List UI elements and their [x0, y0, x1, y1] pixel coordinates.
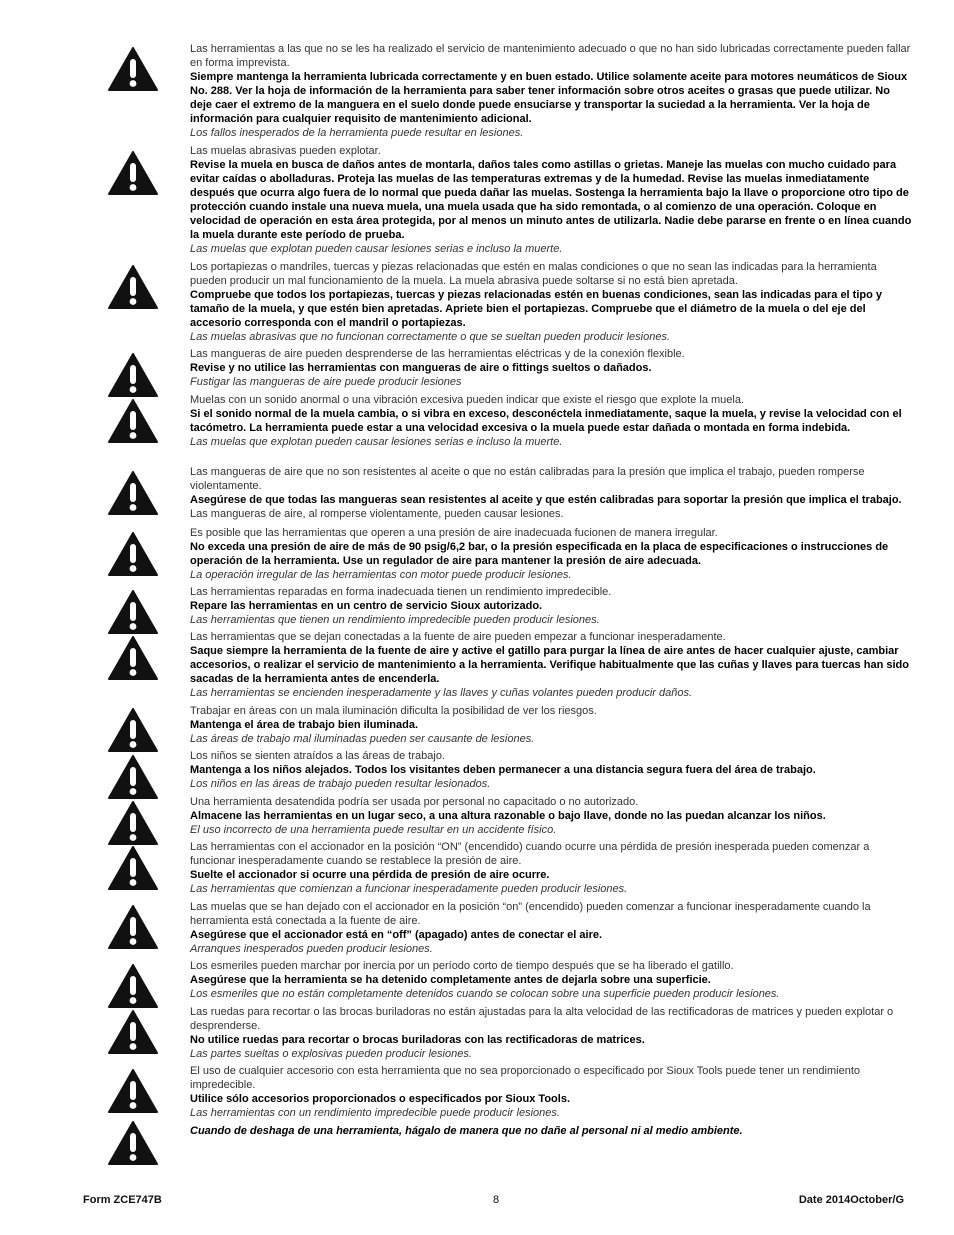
warning-hazard: Es posible que las herramientas que operen a una presión de aire inadecuada fucionen de manera irregular.: [190, 527, 718, 539]
warning-triangle-icon: [107, 531, 159, 577]
warning-instruction: Utilice sólo accesorios proporcionados o especificados por Sioux Tools.: [190, 1093, 570, 1105]
warning-triangle-icon: [107, 963, 159, 1009]
warning-consequence: Los esmeriles que no están completamente detenidos cuando se colocan sobre una superficie pueden producir lesiones.: [190, 988, 780, 1000]
warning-instruction: Saque siempre la herramienta de la fuente de aire y active el gatillo para purgar la línea de aire antes de hacer cualquier ajuste, cambiar accesorios, o realizar el servicio de mantenimiento a la herramienta. Verifique habitualmente que las cuñas y llaves para tuercas han sido sacadas de la herramienta antes de encenderla.: [190, 645, 909, 685]
warning-hazard: Los portapiezas o mandriles, tuercas y piezas relacionadas que estén en malas condiciones o que no sean las indicadas para la herramienta pueden producir un mal funcionamiento de la muela. La muela abrasiva puede soltarse si no está bien apretada.: [190, 261, 877, 287]
warning-block: [190, 260, 912, 344]
warning-block: [190, 42, 912, 140]
warning-instruction: Mantenga a los niños alejados. Todos los visitantes deben permanecer a una distancia segura fuera del área de trabajo.: [190, 764, 816, 776]
warning-triangle-icon: [107, 754, 159, 800]
warning-hazard: Las ruedas para recortar o las brocas buriladoras no están ajustadas para la alta velocidad de las rectificadoras de matrices y pueden explotar o desprenderse.: [190, 1006, 894, 1032]
warning-consequence: Las partes sueltas o explosivas pueden producir lesiones.: [190, 1048, 472, 1060]
warning-block: [190, 959, 912, 1001]
warning-block: [190, 704, 912, 746]
warning-hazard: Las mangueras de aire pueden desprenderse de las herramientas eléctricas y de la conexión flexible.: [190, 348, 685, 360]
warning-block: [190, 749, 912, 791]
warning-hazard: Cuando de deshaga de una herramienta, hágalo de manera que no dañe al personal ni al medio ambiente.: [190, 1125, 743, 1137]
warning-consequence: Las muelas que explotan pueden causar lesiones serias e incluso la muerte.: [190, 436, 563, 448]
warning-block: [190, 1005, 912, 1061]
warning-hazard: Las herramientas con el accionador en la posición “ON” (encendido) cuando ocurre una pérdida de presión inesperada pueden comenzar a funcionar inesperadamente cuando se restablece la presión de aire.: [190, 841, 870, 867]
warning-triangle-icon: [107, 635, 159, 681]
warning-triangle-icon: [107, 150, 159, 196]
warning-triangle-icon: [107, 398, 159, 444]
warning-block: [190, 347, 912, 389]
warning-triangle-icon: [107, 845, 159, 891]
warning-hazard: Una herramienta desatendida podría ser usada por personal no capacitado o no autorizado.: [190, 796, 639, 808]
warning-hazard: Las herramientas que se dejan conectadas a la fuente de aire pueden empezar a funcionar inesperadamente.: [190, 631, 726, 643]
warning-hazard: Las mangueras de aire, al romperse violentamente, pueden causar lesiones.: [190, 508, 564, 520]
warning-consequence: Los fallos inesperados de la herramienta puede resultar en lesiones.: [190, 127, 524, 139]
warning-triangle-icon: [107, 1068, 159, 1114]
warning-instruction: No utilice ruedas para recortar o brocas buriladoras con las rectificadoras de matrices.: [190, 1034, 645, 1046]
warning-block: [190, 526, 912, 582]
warning-instruction: Compruebe que todos los portapiezas, tuercas y piezas relacionadas estén en buenas condiciones, sean las indicadas para el tipo y tamaño de la muela, y que estén bien apretadas. Apriete bien el portapiezas. Compruebe que el diámetro de la muela o del eje del accesorio corresponda con el mandril o portapiezas.: [190, 289, 883, 329]
warning-block: [190, 585, 912, 627]
warning-triangle-icon: [107, 1009, 159, 1055]
warning-hazard: Las herramientas a las que no se les ha realizado el servicio de mantenimiento adecuado o que no han sido lubricadas correctamente pueden fallar en forma imprevista.: [190, 43, 911, 69]
warning-consequence: Los niños en las áreas de trabajo pueden resultar lesionados.: [190, 778, 491, 790]
warning-hazard: Las herramientas reparadas en forma inadecuada tienen un rendimiento impredecible.: [190, 586, 612, 598]
warning-hazard: Trabajar en áreas con un mala iluminación dificulta la posibilidad de ver los riesgos.: [190, 705, 597, 717]
page-number: 8: [493, 1194, 500, 1206]
warning-instruction: Repare las herramientas en un centro de servicio Sioux autorizado.: [190, 600, 543, 612]
warning-block: [190, 630, 912, 700]
warning-block: [190, 840, 912, 896]
warning-triangle-icon: [107, 800, 159, 846]
warning-block: [190, 900, 912, 956]
warning-triangle-icon: [107, 264, 159, 310]
warning-hazard: Los esmeriles pueden marchar por inercia por un período corto de tiempo después que se ha liberado el gatillo.: [190, 960, 734, 972]
warning-consequence: Las muelas abrasivas que no funcionan correctamente o que se sueltan pueden producir lesiones.: [190, 331, 671, 343]
warning-instruction: Siempre mantenga la herramienta lubricada correctamente y en buen estado. Utilice solamente aceite para motores neumáticos de Sioux No. 288. Ver la hoja de información de la herramienta para saber tener información sobre otros aceites o grasas que puede utilizar. No deje caer el extremo de la manguera en el suelo donde puede ensuciarse y transportar la suciedad a la herramienta. Ver la hoja de información para cualquier requisito de mantenimiento adicional.: [190, 71, 908, 125]
warning-instruction: Revise y no utilice las herramientas con mangueras de aire o fittings sueltos o dañados.: [190, 362, 652, 374]
form-number: Form ZCE747B: [83, 1194, 162, 1206]
warning-hazard: Los niños se sienten atraídos a las áreas de trabajo.: [190, 750, 445, 762]
warning-block: [190, 1124, 912, 1138]
warning-instruction: Revise la muela en busca de daños antes de montarla, daños tales como astillas o grietas. Maneje las muelas con mucho cuidado para evitar caídas o abolladuras. Proteja las muelas de las temperaturas extremas y de la humedad. Revise las muelas inmediatamente después que ocurra algo fuera de lo normal que pueda dañar las muelas. Sostenga la herramienta bajo la llave o proporcione otro tipo de protección cuando instale una nueva muela, una muela usada que ha sido remontada, o al comienzo de una operación. Coloque en velocidad de operación en esta área protegida, por al menos un minuto antes de utilizarla. Nadie debe pararse en frente o en línea cuando la muela durante este período de prueba.: [190, 159, 912, 241]
warning-instruction: Si el sonido normal de la muela cambia, o si vibra en exceso, desconéctela inmediatamente, saque la muela, y revise la velocidad con el tacómetro. La herramienta puede estar a una velocidad excesiva o la muela puede estar dañada o montada en forma indebida.: [190, 408, 902, 434]
warning-hazard: Las muelas abrasivas pueden explotar.: [190, 145, 381, 157]
warning-consequence: Fustigar las mangueras de aire puede producir lesiones: [190, 376, 462, 388]
warning-consequence: Las herramientas se encienden inesperadamente y las llaves y cuñas volantes pueden producir daños.: [190, 687, 693, 699]
warning-consequence: Las áreas de trabajo mal iluminadas pueden ser causante de lesiones.: [190, 733, 535, 745]
warning-instruction: Almacene las herramientas en un lugar seco, a una altura razonable o bajo llave, donde no las puedan alcanzar los niños.: [190, 810, 826, 822]
warning-consequence: Las herramientas que comienzan a funcionar inesperadamente pueden producir lesiones.: [190, 883, 628, 895]
warning-instruction: Asegúrese que el accionador está en “off” (apagado) antes de conectar el aire.: [190, 929, 603, 941]
warning-block: [190, 393, 912, 449]
warning-instruction: No exceda una presión de aire de más de 90 psig/6,2 bar, o la presión especificada en la placa de especificaciones o instrucciones de operación de la herramienta. Use un regulador de aire para mantener la presión de aire adecuada.: [190, 541, 889, 567]
warning-triangle-icon: [107, 352, 159, 398]
warning-triangle-icon: [107, 589, 159, 635]
warning-triangle-icon: [107, 707, 159, 753]
warning-instruction: Mantenga el área de trabajo bien iluminada.: [190, 719, 419, 731]
warning-block: [190, 1064, 912, 1120]
warning-triangle-icon: [107, 1120, 159, 1166]
warning-block: [190, 795, 912, 837]
form-date: Date 2014October/G: [798, 1194, 904, 1206]
warning-consequence: Las herramientas con un rendimiento impredecible puede producir lesiones.: [190, 1107, 560, 1119]
warning-triangle-icon: [107, 470, 159, 516]
warning-block: [190, 465, 912, 521]
warning-consequence: El uso incorrecto de una herramienta puede resultar en un accidente físico.: [190, 824, 557, 836]
warning-block: [190, 144, 912, 256]
warning-hazard: Las muelas que se han dejado con el accionador en la posición “on” (encendido) pueden comenzar a funcionar inesperadamente cuando la herramienta está conectada a la fuente de aire.: [190, 901, 871, 927]
warning-triangle-icon: [107, 46, 159, 92]
warning-hazard: Las mangueras de aire que no son resistentes al aceite o que no están calibradas para la presión que implica el trabajo, pueden romperse violentamente.: [190, 466, 865, 492]
warning-instruction: Asegúrese que la herramienta se ha detenido completamente antes de dejarla sobre una superficie.: [190, 974, 711, 986]
warning-consequence: Las herramientas que tienen un rendimiento impredecible pueden producir lesiones.: [190, 614, 600, 626]
warning-consequence: Las muelas que explotan pueden causar lesiones serias e incluso la muerte.: [190, 243, 563, 255]
warning-triangle-icon: [107, 904, 159, 950]
warning-consequence: La operación irregular de las herramientas con motor puede producir lesiones.: [190, 569, 572, 581]
warning-hazard: El uso de cualquier accesorio con esta herramienta que no sea proporcionado o especificado por Sioux Tools puede tener un rendimiento impredecible.: [190, 1065, 861, 1091]
warning-instruction: Suelte el accionador si ocurre una pérdida de presión de aire ocurre.: [190, 869, 550, 881]
warning-instruction: Asegúrese de que todas las mangueras sean resistentes al aceite y que estén calibradas para soportar la presión que implica el trabajo.: [190, 494, 902, 506]
warning-hazard: Muelas con un sonido anormal o una vibración excesiva pueden indicar que existe el riesgo que explote la muela.: [190, 394, 745, 406]
warning-consequence: Arranques inesperados pueden producir lesiones.: [190, 943, 433, 955]
